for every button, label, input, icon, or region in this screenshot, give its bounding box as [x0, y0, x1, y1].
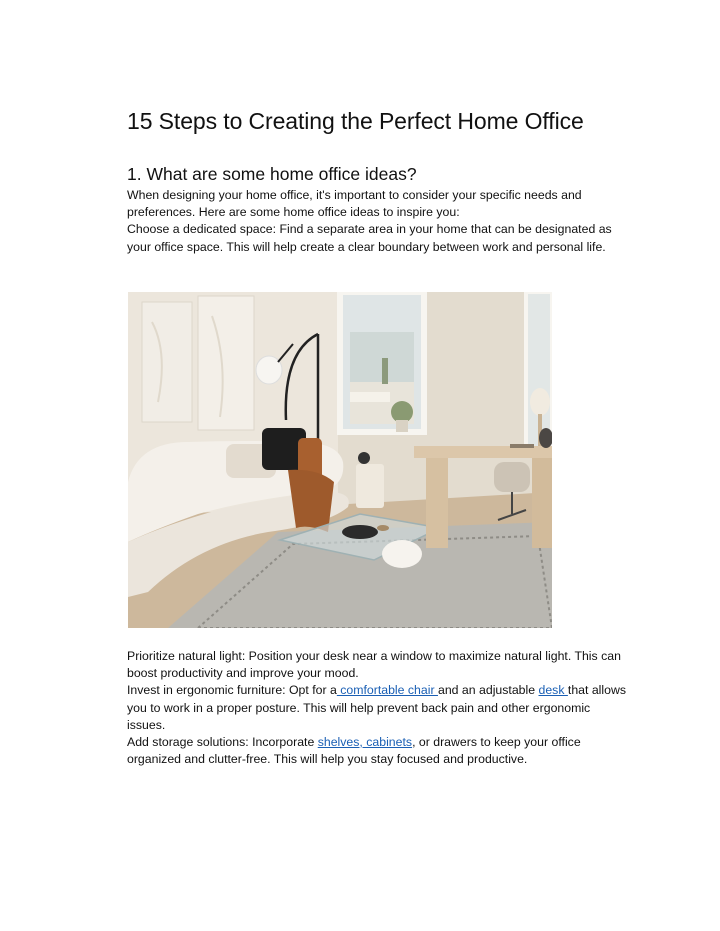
comfortable-chair-link[interactable]: comfortable chair: [336, 683, 438, 698]
ergonomic-paragraph: [127, 682, 627, 734]
page-title: 15 Steps to Creating the Perfect Home Office: [127, 108, 584, 134]
shelves-cabinets-link[interactable]: shelves, cabinets: [317, 735, 413, 750]
ergonomic-text-after: that allows you to work in a proper posture. This will help prevent back pain and other ergonomic issues.: [127, 683, 627, 732]
ergonomic-text-before: Invest in ergonomic furniture: Opt for a: [127, 683, 337, 698]
natural-light-paragraph: Prioritize natural light: Position your desk near a window to maximize natural light. This can boost productivity and improve your mood.: [127, 649, 621, 681]
section-heading: 1. What are some home office ideas?: [127, 164, 417, 184]
section-body-bottom: [127, 648, 627, 768]
living-room-photo: [128, 292, 552, 628]
storage-text-before: Add storage solutions: Incorporate: [127, 735, 318, 750]
dedicated-space-paragraph: Choose a dedicated space: Find a separate area in your home that can be designated as your office space. This will help create a clear boundary between work and personal life.: [127, 222, 612, 254]
ergonomic-text-middle: and an adjustable: [437, 683, 539, 698]
storage-text-after: , or drawers to keep your office organized and clutter-free. This will help you stay focused and productive.: [127, 735, 581, 767]
desk-link[interactable]: desk: [538, 683, 568, 698]
section-body-top: [127, 187, 627, 256]
storage-paragraph: [127, 734, 627, 768]
intro-paragraph: When designing your home office, it's important to consider your specific needs and preferences. Here are some home office ideas to inspire you:: [127, 188, 582, 220]
